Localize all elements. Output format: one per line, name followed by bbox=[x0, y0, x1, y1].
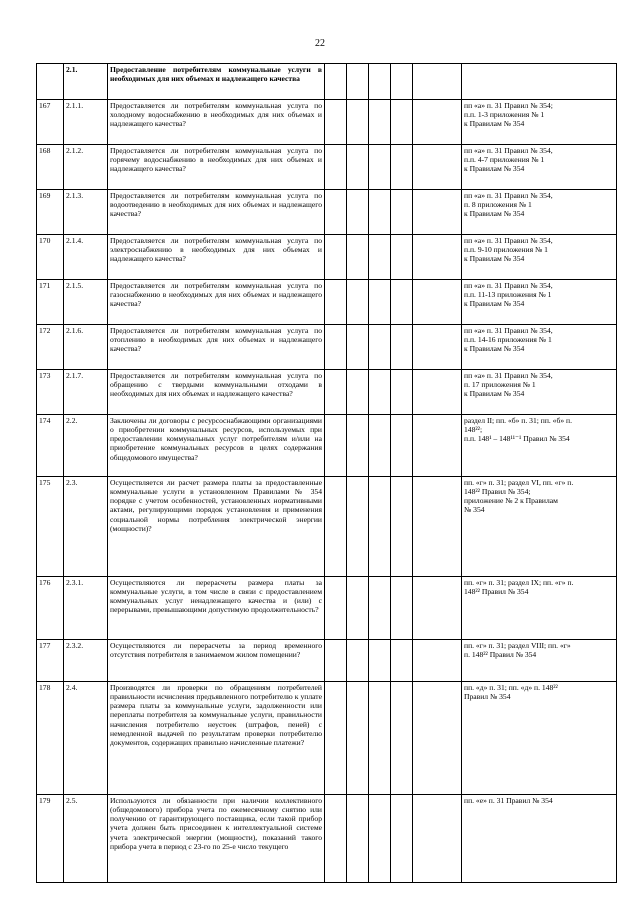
reference-line: пп «а» п. 31 Правил № 354, bbox=[464, 235, 553, 245]
cell-section: 2.1.5. bbox=[64, 280, 108, 325]
reference-line: раздел II; пп. «б» п. 31; пп. «б» п. bbox=[464, 415, 573, 425]
cell-blank bbox=[391, 370, 413, 415]
cell-reference bbox=[462, 235, 617, 280]
cell-blank bbox=[391, 640, 413, 682]
table-row bbox=[37, 415, 617, 477]
cell-section: 2.3.1. bbox=[64, 577, 108, 640]
reference-line: пп «а» п. 31 Правил № 354, bbox=[464, 280, 553, 290]
section-header-row bbox=[37, 64, 617, 100]
cell-reference bbox=[462, 795, 617, 883]
cell-blank bbox=[391, 682, 413, 795]
table-row bbox=[37, 325, 617, 370]
reference-line: пп «а» п. 31 Правил № 354, bbox=[464, 190, 553, 200]
cell-section: 2.1.6. bbox=[64, 325, 108, 370]
reference-line: приложение № 2 к Правилам bbox=[464, 496, 558, 506]
cell-reference bbox=[462, 682, 617, 795]
table-row bbox=[37, 577, 617, 640]
reference-line: к Правилам № 354 bbox=[464, 299, 525, 309]
cell-blank bbox=[391, 795, 413, 883]
cell-answer-no bbox=[347, 145, 369, 190]
cell-note bbox=[413, 64, 462, 100]
cell-number: 169 bbox=[37, 190, 64, 235]
reference-line: п.п. 4-7 приложения № 1 bbox=[464, 154, 545, 164]
cell-answer-yes bbox=[325, 100, 347, 145]
cell-answer-yes bbox=[325, 280, 347, 325]
cell-reference bbox=[462, 280, 617, 325]
cell-note bbox=[413, 577, 462, 640]
reference-line: 148²² Правил № 354; bbox=[464, 486, 531, 496]
cell-blank bbox=[391, 190, 413, 235]
cell-note bbox=[413, 100, 462, 145]
cell-reference bbox=[462, 145, 617, 190]
cell-reference bbox=[462, 477, 617, 577]
cell-note bbox=[413, 325, 462, 370]
cell-number: 178 bbox=[37, 682, 64, 795]
cell-answer-no bbox=[347, 64, 369, 100]
cell-question: Осуществляется ли расчет размера платы за предоставленные коммунальные услуги в установленном Правилами № 354 порядке с учетом особенностей, установленных нормативными актами, регулирующими порядок установления и применения социальной нормы потребления электрической энергии (мощности)? bbox=[108, 477, 325, 577]
cell-reference bbox=[462, 640, 617, 682]
cell-number: 167 bbox=[37, 100, 64, 145]
cell-question: Предоставляется ли потребителям коммунальная услуга по горячему водоснабжению в необходимых для них объемах и надлежащего качества? bbox=[108, 145, 325, 190]
cell-note bbox=[413, 682, 462, 795]
cell-section: 2.4. bbox=[64, 682, 108, 795]
reference-line: 148²²; bbox=[464, 424, 483, 434]
cell-section: 2.1.1. bbox=[64, 100, 108, 145]
cell-section: 2.3.2. bbox=[64, 640, 108, 682]
cell-note bbox=[413, 795, 462, 883]
cell-answer-yes bbox=[325, 415, 347, 477]
checklist-table bbox=[36, 63, 617, 883]
reference-line: пп «а» п. 31 Правил № 354, bbox=[464, 145, 553, 155]
cell-answer-na bbox=[369, 190, 391, 235]
reference-line: 148²² Правил № 354 bbox=[464, 586, 529, 596]
cell-answer-no bbox=[347, 370, 369, 415]
cell-answer-yes bbox=[325, 325, 347, 370]
cell-number: 175 bbox=[37, 477, 64, 577]
cell-answer-no bbox=[347, 325, 369, 370]
cell-reference bbox=[462, 100, 617, 145]
cell-blank bbox=[391, 100, 413, 145]
cell-answer-no bbox=[347, 235, 369, 280]
cell-answer-na bbox=[369, 64, 391, 100]
table-row bbox=[37, 190, 617, 235]
cell-section: 2.1.7. bbox=[64, 370, 108, 415]
cell-note bbox=[413, 145, 462, 190]
cell-reference bbox=[462, 415, 617, 477]
table-row bbox=[37, 145, 617, 190]
cell-answer-no bbox=[347, 415, 369, 477]
cell-question: Предоставляется ли потребителям коммунальная услуга по электроснабжению в необходимых для них объемах и надлежащего качества? bbox=[108, 235, 325, 280]
cell-answer-no bbox=[347, 577, 369, 640]
cell-number: 174 bbox=[37, 415, 64, 477]
cell-answer-na bbox=[369, 100, 391, 145]
reference-line: пп. «е» п. 31 Правил № 354 bbox=[464, 795, 553, 805]
cell-section: 2.5. bbox=[64, 795, 108, 883]
cell-answer-na bbox=[369, 325, 391, 370]
cell-number: 179 bbox=[37, 795, 64, 883]
cell-blank bbox=[391, 64, 413, 100]
cell-answer-yes bbox=[325, 145, 347, 190]
cell-note bbox=[413, 235, 462, 280]
cell-answer-no bbox=[347, 795, 369, 883]
cell-blank bbox=[391, 415, 413, 477]
cell-question: Осуществляются ли перерасчеты размера платы за коммунальные услуги, в том числе в связи с предоставлением коммунальных услуг ненадлежащего качества и (или) с перерывами, превышающими допустимую продолжительность? bbox=[108, 577, 325, 640]
cell-reference bbox=[462, 190, 617, 235]
cell-answer-na bbox=[369, 640, 391, 682]
cell-blank bbox=[391, 235, 413, 280]
cell-number: 173 bbox=[37, 370, 64, 415]
reference-line: к Правилам № 354 bbox=[464, 344, 525, 354]
cell-number: 177 bbox=[37, 640, 64, 682]
cell-blank bbox=[391, 477, 413, 577]
cell-answer-na bbox=[369, 370, 391, 415]
reference-line: пп. «д» п. 31; пп. «д» п. 148²² bbox=[464, 682, 558, 692]
reference-line: пп «а» п. 31 Правил № 354; bbox=[464, 100, 553, 110]
cell-answer-no bbox=[347, 682, 369, 795]
cell-question: Используются ли обязанности при наличии коллективного (общедомового) прибора учета по ежемесячному снятию или получению от гарантирующего поставщика, если такой прибор учета должен быть присоединен к интеллектуальной системе учета электрической энергии (мощности), показаний такого прибора учета в период с 23-го по 25-е число текущего bbox=[108, 795, 325, 883]
cell-note bbox=[413, 415, 462, 477]
cell-answer-yes bbox=[325, 682, 347, 795]
reference-line: № 354 bbox=[464, 505, 485, 515]
cell-number: 170 bbox=[37, 235, 64, 280]
cell-answer-na bbox=[369, 682, 391, 795]
reference-line: к Правилам № 354 bbox=[464, 164, 525, 174]
cell-answer-yes bbox=[325, 477, 347, 577]
cell-number: 171 bbox=[37, 280, 64, 325]
cell-blank bbox=[391, 577, 413, 640]
table-row bbox=[37, 640, 617, 682]
cell-number bbox=[37, 64, 64, 100]
table-row bbox=[37, 477, 617, 577]
reference-line: пп. «г» п. 31; раздел VIII; пп. «г» bbox=[464, 640, 571, 650]
cell-answer-yes bbox=[325, 577, 347, 640]
cell-blank bbox=[391, 280, 413, 325]
cell-number: 168 bbox=[37, 145, 64, 190]
reference-line: пп «а» п. 31 Правил № 354, bbox=[464, 370, 553, 380]
cell-answer-no bbox=[347, 280, 369, 325]
cell-question: Предоставляется ли потребителям коммунальная услуга по водоотведению в необходимых для них объемах и надлежащего качества? bbox=[108, 190, 325, 235]
cell-note bbox=[413, 280, 462, 325]
reference-line: п. 17 приложения № 1 bbox=[464, 379, 536, 389]
cell-answer-yes bbox=[325, 795, 347, 883]
cell-blank bbox=[391, 145, 413, 190]
reference-line: п.п. 148¹ – 148¹¹⁻¹ Правил № 354 bbox=[464, 434, 570, 444]
cell-question: Предоставляется ли потребителям коммунальная услуга по обращению с твердыми коммунальными отходами в необходимых для них объемах и надлежащего качества? bbox=[108, 370, 325, 415]
cell-section: 2.3. bbox=[64, 477, 108, 577]
table-row bbox=[37, 370, 617, 415]
cell-section: 2.1.2. bbox=[64, 145, 108, 190]
cell-answer-no bbox=[347, 640, 369, 682]
cell-answer-na bbox=[369, 235, 391, 280]
reference-line: к Правилам № 354 bbox=[464, 254, 525, 264]
reference-line: к Правилам № 354 bbox=[464, 389, 525, 399]
table-row bbox=[37, 280, 617, 325]
cell-answer-no bbox=[347, 190, 369, 235]
cell-answer-yes bbox=[325, 235, 347, 280]
reference-line: п.п. 11-13 приложения № 1 bbox=[464, 289, 552, 299]
cell-question: Осуществляются ли перерасчеты за период временного отсутствия потребителя в занимаемом жилом помещении? bbox=[108, 640, 325, 682]
reference-line: пп. «г» п. 31; раздел IX; пп. «г» п. bbox=[464, 577, 574, 587]
cell-answer-na bbox=[369, 795, 391, 883]
cell-answer-yes bbox=[325, 190, 347, 235]
table-row bbox=[37, 795, 617, 883]
cell-section: 2.2. bbox=[64, 415, 108, 477]
cell-question: Предоставляется ли потребителям коммунальная услуга по отоплению в необходимых для них объемах и надлежащего качества? bbox=[108, 325, 325, 370]
cell-answer-na bbox=[369, 477, 391, 577]
cell-note bbox=[413, 370, 462, 415]
cell-answer-no bbox=[347, 477, 369, 577]
cell-answer-na bbox=[369, 145, 391, 190]
table-row bbox=[37, 682, 617, 795]
cell-answer-no bbox=[347, 100, 369, 145]
reference-line: п. 148²² Правил № 354 bbox=[464, 649, 537, 659]
cell-blank bbox=[391, 325, 413, 370]
reference-line: п.п. 9-10 приложения № 1 bbox=[464, 244, 548, 254]
reference-line: пп «а» п. 31 Правил № 354, bbox=[464, 325, 553, 335]
cell-answer-yes bbox=[325, 370, 347, 415]
cell-reference bbox=[462, 577, 617, 640]
cell-note bbox=[413, 190, 462, 235]
reference-line: к Правилам № 354 bbox=[464, 119, 525, 129]
cell-section: 2.1.3. bbox=[64, 190, 108, 235]
cell-reference bbox=[462, 325, 617, 370]
cell-question: Предоставление потребителям коммунальные услуги в необходимых для них объемах и надлежащего качества bbox=[108, 64, 325, 100]
cell-note bbox=[413, 640, 462, 682]
cell-reference bbox=[462, 64, 617, 100]
table-row bbox=[37, 100, 617, 145]
reference-line: пп. «г» п. 31; раздел VI, пп. «г» п. bbox=[464, 477, 574, 487]
cell-section: 2.1. bbox=[64, 64, 108, 100]
cell-number: 172 bbox=[37, 325, 64, 370]
reference-line: п.п. 1-3 приложения № 1 bbox=[464, 109, 545, 119]
cell-note bbox=[413, 477, 462, 577]
reference-line: Правил № 354 bbox=[464, 691, 511, 701]
cell-answer-yes bbox=[325, 640, 347, 682]
cell-question: Предоставляется ли потребителям коммунальная услуга по газоснабжению в необходимых для них объемах и надлежащего качества? bbox=[108, 280, 325, 325]
table-row bbox=[37, 235, 617, 280]
cell-answer-na bbox=[369, 280, 391, 325]
cell-answer-na bbox=[369, 415, 391, 477]
cell-question: Предоставляется ли потребителям коммунальная услуга по холодному водоснабжению в необходимых для них объемах и надлежащего качества? bbox=[108, 100, 325, 145]
cell-question: Производятся ли проверки по обращениям потребителей правильности исчисления предъявленного потребителю к уплате размера платы за коммунальные услуги, задолженности или переплаты потребителя за коммунальные услуги, правильности начисления потребителю неустоек (штрафов, пеней) с немедленной выдачей по результатам проверки потребителю документов, содержащих правильно начисленные платежи? bbox=[108, 682, 325, 795]
cell-question: Заключены ли договоры с ресурсоснабжающими организациями о приобретении коммунальных ресурсов, используемых при предоставлении коммунальных услуг потребителям и/или на приобретение коммунальных ресурсов в целях содержания общедомового имущества? bbox=[108, 415, 325, 477]
reference-line: к Правилам № 354 bbox=[464, 209, 525, 219]
cell-reference bbox=[462, 370, 617, 415]
cell-answer-na bbox=[369, 577, 391, 640]
page-number: 22 bbox=[315, 38, 325, 49]
reference-line: п. 8 приложения № 1 bbox=[464, 199, 532, 209]
table-body bbox=[37, 64, 617, 883]
cell-number: 176 bbox=[37, 577, 64, 640]
cell-section: 2.1.4. bbox=[64, 235, 108, 280]
reference-line: п.п. 14-16 приложения № 1 bbox=[464, 334, 552, 344]
cell-answer-yes bbox=[325, 64, 347, 100]
